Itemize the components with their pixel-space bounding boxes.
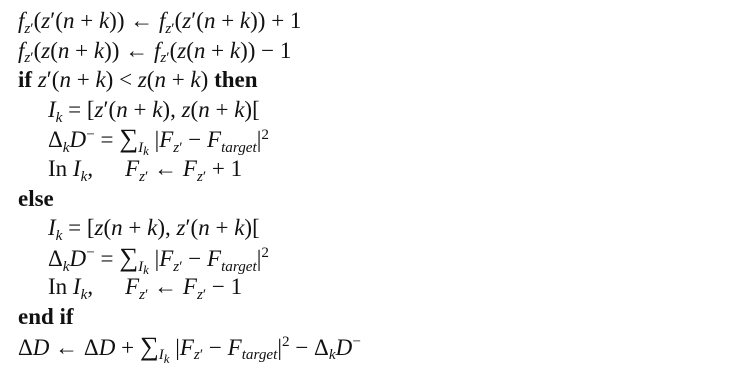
keyword-if: if: [18, 67, 33, 93]
algorithm-line-11: [18, 302, 718, 332]
algorithm-line-3: if z′(n + k) < z(n + k) then: [18, 67, 258, 93]
algorithm-line-2: $f_{z'}(z(n + k))$ ← $f_{z'}(z(n + k)) - 1$: [18, 37, 292, 67]
algorithm-line-5: $\Delta_kD^- = \sum_{I_k}$ $|F_{z'} - F_{target}|^2$: [48, 123, 269, 159]
algorithm-line-9: $\Delta_kD^- = \sum_{I_k}$ $|F_{z'} - F_{target}|^2$: [48, 241, 269, 277]
algorithm-line-8: $I_k = [z(n + k)$, z′(n + k)[: [48, 215, 260, 244]
keyword-in: In: [48, 155, 68, 181]
algorithm-line-10: In $I_k$, $F_{z'}$ ← $F_{z'} - 1$: [48, 274, 243, 304]
algorithm-line-7: [18, 184, 718, 214]
algorithm-line-6: In $I_k$, $F_{z'}$ ← $F_{z'} + 1$: [48, 155, 243, 185]
keyword-in: In: [48, 274, 68, 300]
algorithm-block: [18, 6, 718, 366]
algorithm-line-4: $I_k = [z'(n + k)$, z(n + k)[: [48, 96, 260, 126]
keyword-then: then: [214, 67, 258, 93]
algorithm-line-1: $f_{z'}(z'(n + k))$ ← $f_{z'}(z'(n + k)) + 1$: [18, 8, 302, 37]
keyword-else: else: [18, 185, 54, 211]
algorithm-line-12: ΔD ← $\Delta D + \sum_{I_k}$ $|F_{z'} - F_{target}|^2 - \Delta_kD^-$: [18, 330, 361, 366]
keyword-end-if: end if: [18, 303, 74, 329]
